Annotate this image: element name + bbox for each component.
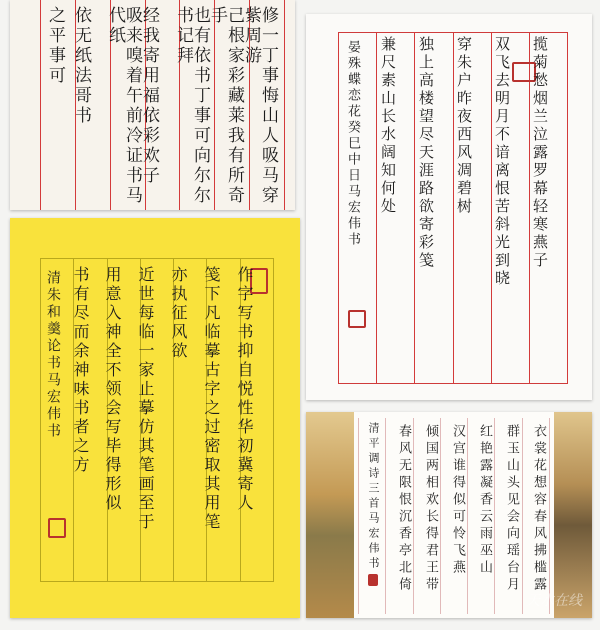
calligraphy-panel-bottom-right	[306, 412, 592, 618]
calligraphy-column: 独上高楼望尽天涯路欲寄彩笺	[417, 36, 435, 270]
calligraphy-column: 穿朱户昨夜西风凋碧树	[455, 36, 473, 216]
calligraphy-panel-yellow	[10, 218, 300, 618]
calligraphy-column: 衣裳花想容春风拂槛露	[531, 424, 546, 594]
calligraphy-column: 红艳露凝香云雨巫山	[477, 424, 492, 577]
calligraphy-column: 揽菊愁烟兰泣露罗幕轻寒燕子	[531, 36, 549, 270]
calligraphy-column: 笺下凡临摹古字之过密取其用笔	[202, 266, 221, 532]
watermark: 天水在线	[526, 593, 582, 609]
calligraphy-column: 亦执征风欲	[169, 266, 188, 361]
calligraphy-column: 之平事可	[45, 6, 65, 86]
seal-bottom	[368, 574, 378, 586]
calligraphy-column: 汉宫谁得似可怜飞燕	[450, 424, 465, 577]
calligraphy-column: 作字写书抑自悦性华初冀寄人	[235, 266, 254, 513]
calligraphy-column: 近世每临一家止摹仿其笔画至于	[136, 266, 155, 532]
signature-column: 晏殊蝶恋花癸巳中日马宏伟书	[345, 40, 360, 248]
calligraphy-column: 修一丁事悔山人吸马穿紫周游	[241, 6, 278, 206]
seal-bottom	[348, 310, 366, 328]
calligraphy-column: 用意入神全不领会写毕得形似	[103, 266, 122, 513]
calligraphy-column: 依无纸法哥书	[71, 6, 91, 126]
calligraphy-column: 书有尽而余神味书者之方	[71, 266, 90, 475]
calligraphy-panel-top-left	[10, 0, 295, 210]
calligraphy-column: 吸来嗅着午前冷证书马代纸	[105, 6, 142, 206]
calligraphy-column: 也有依书丁事可向尔尔书记拜	[173, 6, 210, 206]
painting-left	[306, 412, 354, 618]
calligraphy-panel-top-right	[306, 14, 592, 400]
calligraphy-column: 兼尺素山长水阔知何处	[379, 36, 397, 216]
calligraphy-column: 己根家彩藏莱我有所奇手	[207, 6, 244, 206]
calligraphy-column: 倾国两相欢长得君王带	[423, 424, 438, 594]
calligraphy-column: 春风无限恨沉香亭北倚	[396, 424, 411, 594]
seal-bottom	[48, 518, 66, 538]
calligraphy-column: 经我寄用福依彩欢子	[139, 6, 159, 186]
calligraphy-column: 群玉山头见会向瑶台月	[504, 424, 519, 594]
signature-column: 清平调诗三首马宏伟书	[367, 422, 380, 572]
calligraphy-column: 双飞去明月不谙离恨苦斜光到晓	[493, 36, 511, 288]
painting-right	[554, 412, 592, 618]
signature-column: 清朱和羹论书马宏伟书	[45, 270, 61, 440]
